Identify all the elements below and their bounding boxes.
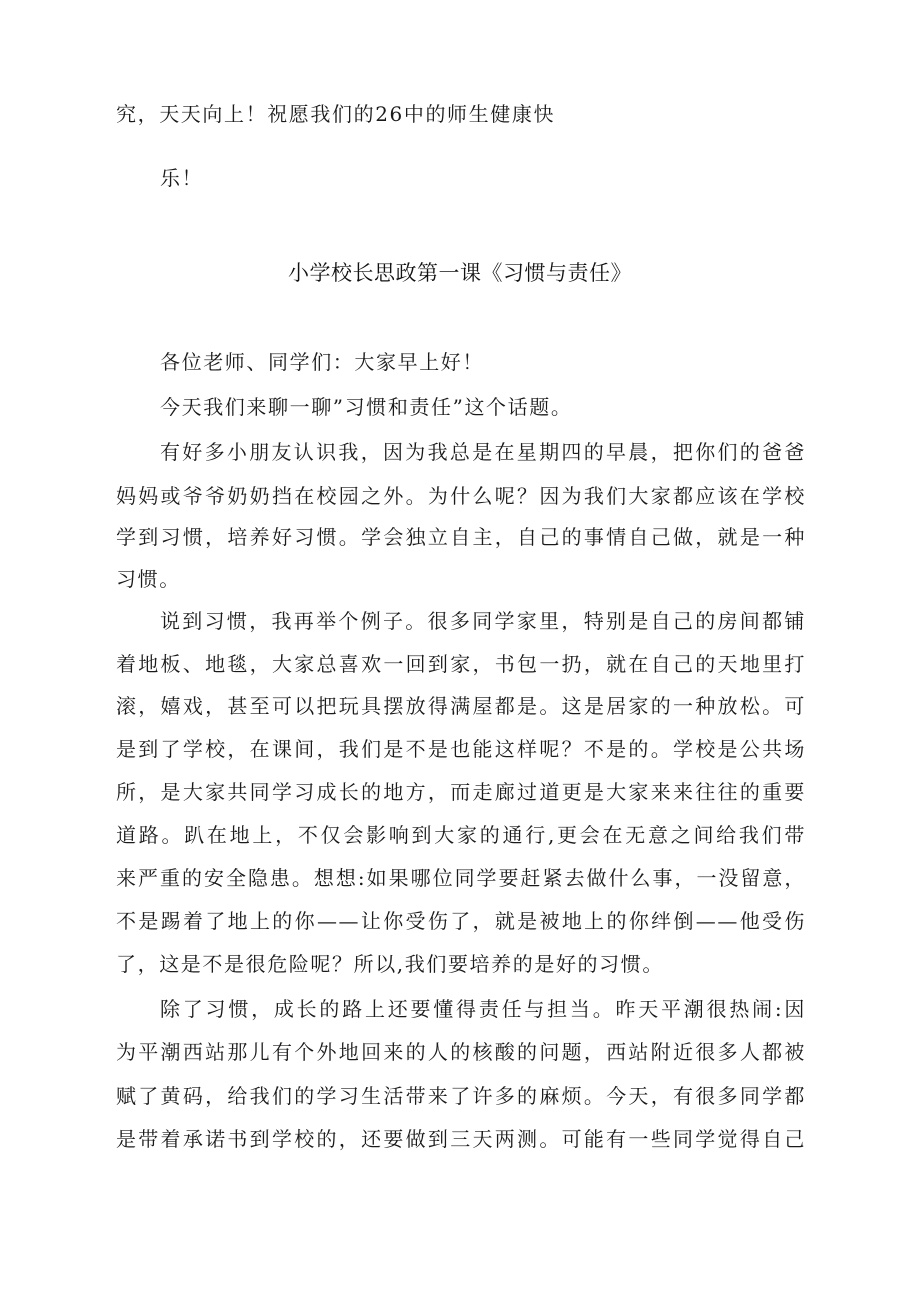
carryover-line-2: 乐！ <box>160 166 204 190</box>
intro-line: 今天我们来聊一聊”习惯和责任”这个话题。 <box>160 395 573 419</box>
paragraph-2-line-7: 来严重的安全隐患。想想:如果哪位同学要赶紧去做什么事，一没留意， <box>116 866 806 890</box>
paragraph-1-line-3: 学到习惯，培养好习惯。学会独立自主，自己的事情自己做，就是一种 <box>116 525 806 549</box>
greeting-line: 各位老师、同学们：大家早上好！ <box>160 350 484 374</box>
paragraph-2-line-5: 所，是大家共同学习成长的地方，而走廊过道更是大家来来往往的重要 <box>116 780 806 804</box>
paragraph-1-line-2: 妈妈或爷爷奶奶挡在校园之外。为什么呢？因为我们大家都应该在学校 <box>116 484 806 508</box>
document-title: 小学校长思政第一课《习惯与责任》 <box>288 261 632 285</box>
paragraph-2-line-3: 滚，嬉戏，甚至可以把玩具摆放得满屋都是。这是居家的一种放松。可 <box>116 694 806 718</box>
paragraph-3-line-1: 除了习惯，成长的路上还要懂得责任与担当。昨天平潮很热闹:因 <box>160 997 806 1021</box>
paragraph-2-line-4: 是到了学校，在课间，我们是不是也能这样呢？不是的。学校是公共场 <box>116 737 806 761</box>
paragraph-2-line-8: 不是踢着了地上的你——让你受伤了，就是被地上的你绊倒——他受伤 <box>116 909 806 933</box>
paragraph-3-line-4: 是带着承诺书到学校的，还要做到三天两测。可能有一些同学觉得自己 <box>116 1127 806 1151</box>
paragraph-2-line-2: 着地板、地毯，大家总喜欢一回到家，书包一扔，就在自己的天地里打 <box>116 652 806 676</box>
paragraph-3-line-3: 赋了黄码，给我们的学习生活带来了许多的麻烦。今天，有很多同学都 <box>116 1084 806 1108</box>
paragraph-3-line-2: 为平潮西站那儿有个外地回来的人的核酸的问题，西站附近很多人都被 <box>116 1040 806 1064</box>
paragraph-2-line-6: 道路。趴在地上，不仅会影响到大家的通行,更会在无意之间给我们带 <box>116 823 806 847</box>
paragraph-2-line-1: 说到习惯，我再举个例子。很多同学家里，特别是自己的房间都铺 <box>160 609 806 633</box>
paragraph-2-line-9: 了，这是不是很危险呢？所以,我们要培养的是好的习惯。 <box>116 952 664 976</box>
carryover-line-1: 究，天天向上！祝愿我们的26中的师生健康快 <box>116 102 556 126</box>
paragraph-1-line-1: 有好多小朋友认识我，因为我总是在星期四的早晨，把你们的爸爸 <box>160 440 806 464</box>
paragraph-1-line-4: 习惯。 <box>116 567 181 591</box>
